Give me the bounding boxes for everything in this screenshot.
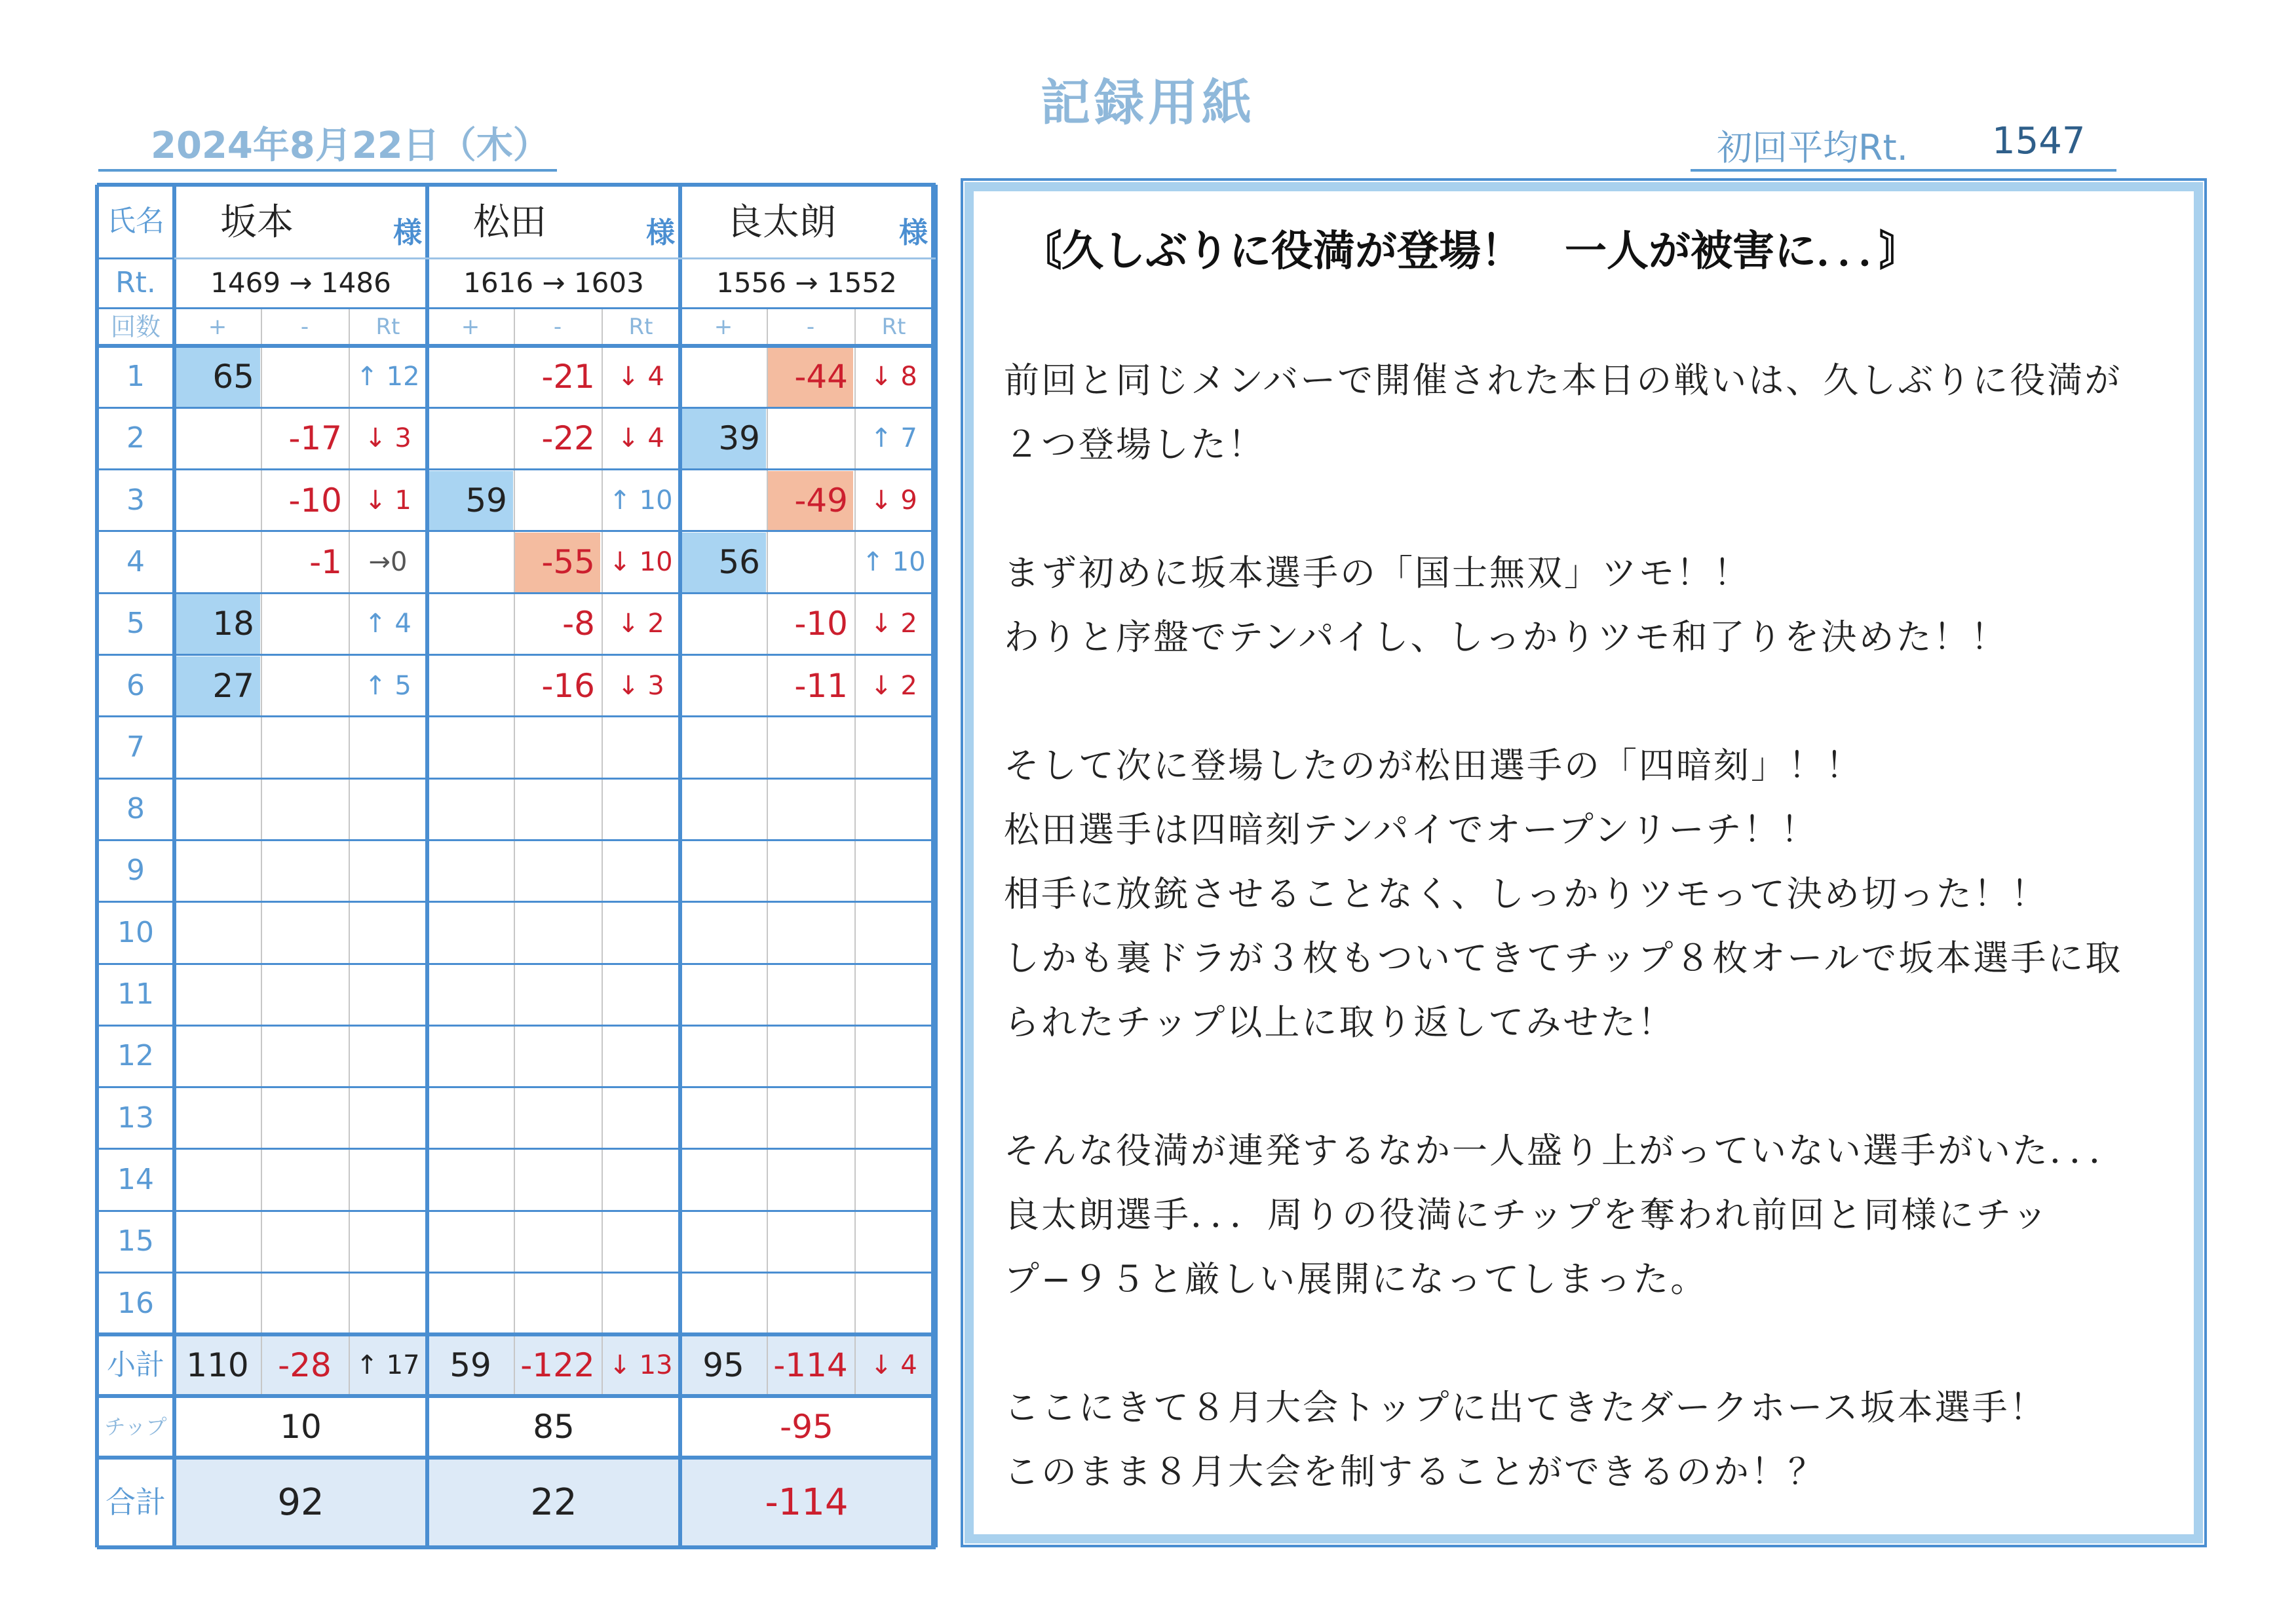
- plus-column-header: +: [714, 314, 733, 340]
- article-line: ２つ登場した！: [1004, 424, 1265, 465]
- rating-delta: ↓ 9: [870, 485, 917, 516]
- rating-header-label: Rt.: [115, 266, 156, 299]
- article-line: そんな役満が連発するなか一人盛り上がっていない選手がいた．．．: [1004, 1130, 2126, 1171]
- round-number: 2: [126, 421, 145, 455]
- rating-delta: ↓ 3: [617, 670, 664, 701]
- subtotal-label: 小計: [107, 1348, 164, 1382]
- round-number: 3: [126, 483, 145, 517]
- round-number: 1: [126, 360, 145, 393]
- total-score: 92: [277, 1481, 324, 1524]
- rating-delta: ↑ 10: [609, 485, 673, 516]
- subtotal-minus: -114: [773, 1346, 848, 1384]
- score-plus: 59: [465, 481, 507, 519]
- player-name: 良太朗: [726, 201, 836, 244]
- score-minus: -49: [794, 481, 848, 519]
- score-minus: -1: [309, 542, 342, 581]
- score-minus: -10: [794, 605, 848, 643]
- rating-delta: ↓ 8: [870, 362, 917, 392]
- article-line: このまま８月大会を制することができるのか！？: [1004, 1451, 1826, 1492]
- average-rating-value: 1547: [1992, 120, 2086, 162]
- minus-column-header: -: [806, 314, 815, 340]
- grid-row-line: [97, 1086, 936, 1088]
- score-plus: 18: [212, 605, 254, 643]
- article-line: 前回と同じメンバーで開催された本日の戦いは、久しぶりに役満が: [1004, 360, 2122, 401]
- rating-delta: ↑ 5: [364, 670, 411, 701]
- grid-row-line: [97, 1148, 936, 1150]
- total-score: 22: [530, 1481, 577, 1524]
- round-number: 14: [117, 1162, 154, 1196]
- minus-column-header: -: [553, 314, 562, 340]
- plus-column-header: +: [208, 314, 227, 340]
- rating-change: 1616 → 1603: [463, 267, 644, 299]
- rating-change: 1469 → 1486: [210, 267, 391, 299]
- chip-count: -95: [780, 1407, 833, 1446]
- subtotal-rating-delta: ↑ 17: [356, 1350, 420, 1380]
- score-minus: -10: [288, 481, 342, 519]
- player-name: 坂本: [220, 201, 294, 244]
- rt-column-header: Rt: [628, 314, 653, 340]
- round-number: 8: [126, 792, 145, 826]
- rating-delta: →0: [368, 546, 408, 577]
- total-label: 合計: [105, 1484, 166, 1520]
- player-name: 松田: [473, 201, 546, 244]
- subtotal-minus: -28: [278, 1346, 332, 1384]
- honorific-label: 様: [393, 216, 422, 250]
- rating-delta: ↓ 4: [617, 362, 664, 392]
- average-rating-label: 初回平均Rt.: [1717, 127, 1908, 168]
- date-underline: [98, 169, 557, 172]
- round-number: 15: [117, 1224, 154, 1258]
- chip-count: 10: [280, 1407, 322, 1446]
- rating-delta: ↓ 2: [617, 609, 664, 639]
- chip-count: 85: [533, 1407, 575, 1446]
- round-header-label: 回数: [110, 312, 161, 341]
- article-line: 良太朗選手．．．周りの役満にチップを奪われ前回と同様にチッ: [1004, 1194, 2050, 1236]
- subtotal-plus: 59: [450, 1346, 491, 1384]
- article-line: そして次に登場したのが松田選手の「四暗刻」！！: [1004, 745, 1863, 786]
- rating-change: 1556 → 1552: [716, 267, 897, 299]
- score-minus: -55: [541, 542, 595, 581]
- total-score: -114: [765, 1481, 849, 1524]
- rating-delta: ↓ 3: [364, 423, 411, 454]
- score-plus: 27: [212, 666, 254, 705]
- round-number: 6: [126, 668, 145, 702]
- grid-row-line: [97, 839, 936, 841]
- page-title: 記録用紙: [1041, 73, 1255, 132]
- round-number: 9: [126, 854, 145, 888]
- subtotal-plus: 95: [702, 1346, 744, 1384]
- grid-row-line: [97, 1272, 936, 1274]
- score-plus: 56: [718, 542, 760, 581]
- rating-delta: ↓ 2: [870, 609, 917, 639]
- article-line: まず初めに坂本選手の「国士無双」ツモ！！: [1004, 552, 1751, 594]
- round-number: 11: [117, 977, 154, 1011]
- score-minus: -16: [541, 666, 595, 705]
- grid-row-line: [97, 1025, 936, 1027]
- rating-delta: ↑ 10: [862, 546, 926, 577]
- plus-column-header: +: [461, 314, 480, 340]
- round-number: 12: [117, 1039, 154, 1073]
- name-header-label: 氏名: [107, 204, 164, 238]
- grid-subcolumn-line: [514, 308, 515, 1396]
- rating-delta: ↑ 12: [356, 362, 420, 392]
- score-plus: 65: [212, 358, 254, 396]
- article-panel: [965, 182, 2203, 1543]
- subtotal-minus: -122: [520, 1346, 595, 1384]
- subtotal-plus: 110: [186, 1346, 249, 1384]
- rating-delta: ↓ 2: [870, 670, 917, 701]
- article-blank-line: [1004, 670, 2183, 734]
- article-line: しかも裏ドラが３枚もついてきてチップ８枚オールで坂本選手に取: [1004, 937, 2123, 979]
- article-title: 〘久しぶりに役満が登場！ 一人が被害に．．．〙: [1020, 227, 1921, 276]
- rt-column-header: Rt: [881, 314, 906, 340]
- subtotal-rating-delta: ↓ 4: [870, 1350, 917, 1380]
- article-line: わりと序盤でテンパイし、しっかりツモ和了りを決めた！！: [1004, 616, 2008, 658]
- round-number: 4: [126, 544, 145, 578]
- article-blank-line: [1004, 1312, 2183, 1376]
- date-label: 2024年8月22日（木）: [151, 124, 550, 167]
- grid-row-line: [97, 963, 936, 965]
- rating-delta: ↑ 7: [870, 423, 917, 454]
- score-table: [97, 185, 936, 1547]
- subtotal-rating-delta: ↓ 13: [609, 1350, 673, 1380]
- grid-row-line: [97, 778, 936, 780]
- rt-column-header: Rt: [375, 314, 400, 340]
- round-number: 7: [126, 730, 145, 764]
- score-plus: 39: [718, 419, 760, 458]
- minus-column-header: -: [300, 314, 309, 340]
- honorific-label: 様: [646, 216, 675, 250]
- score-minus: -21: [541, 358, 595, 396]
- rating-delta: ↓ 1: [364, 485, 411, 516]
- grid-column-line: [934, 185, 938, 1547]
- chip-label: チップ: [104, 1414, 167, 1439]
- round-number: 10: [117, 915, 154, 949]
- honorific-label: 様: [899, 216, 928, 250]
- rating-delta: ↓ 4: [617, 423, 664, 454]
- score-minus: -22: [541, 419, 595, 458]
- rating-delta: ↓ 10: [609, 546, 673, 577]
- score-minus: -11: [794, 666, 848, 705]
- average-rating-underline: [1691, 169, 2116, 172]
- grid-row-line: [97, 183, 936, 187]
- round-number: 5: [126, 607, 145, 641]
- article-blank-line: [1004, 477, 2183, 541]
- article-blank-line: [1004, 1055, 2183, 1119]
- article-line: プ−９５と厳しい展開になってしまった。: [1004, 1258, 1708, 1300]
- article-line: ここにきて８月大会トップに出てきたダークホース坂本選手！: [1004, 1387, 2047, 1428]
- article-line: 松田選手は四暗刻テンパイでオープンリーチ！！: [1004, 809, 1818, 850]
- round-number: 13: [117, 1101, 154, 1135]
- article-body: [1004, 349, 2183, 1504]
- score-minus: -8: [562, 605, 595, 643]
- grid-row-line: [97, 901, 936, 903]
- article-line: 相手に放銃させることなく、しっかりツモって決め切った！！: [1004, 873, 2048, 915]
- score-minus: -17: [288, 419, 342, 458]
- score-minus: -44: [794, 358, 848, 396]
- grid-row-line: [97, 1210, 936, 1212]
- rating-delta: ↑ 4: [364, 609, 411, 639]
- round-number: 16: [117, 1286, 154, 1320]
- article-line: られたチップ以上に取り返してみせた！: [1004, 1002, 1675, 1043]
